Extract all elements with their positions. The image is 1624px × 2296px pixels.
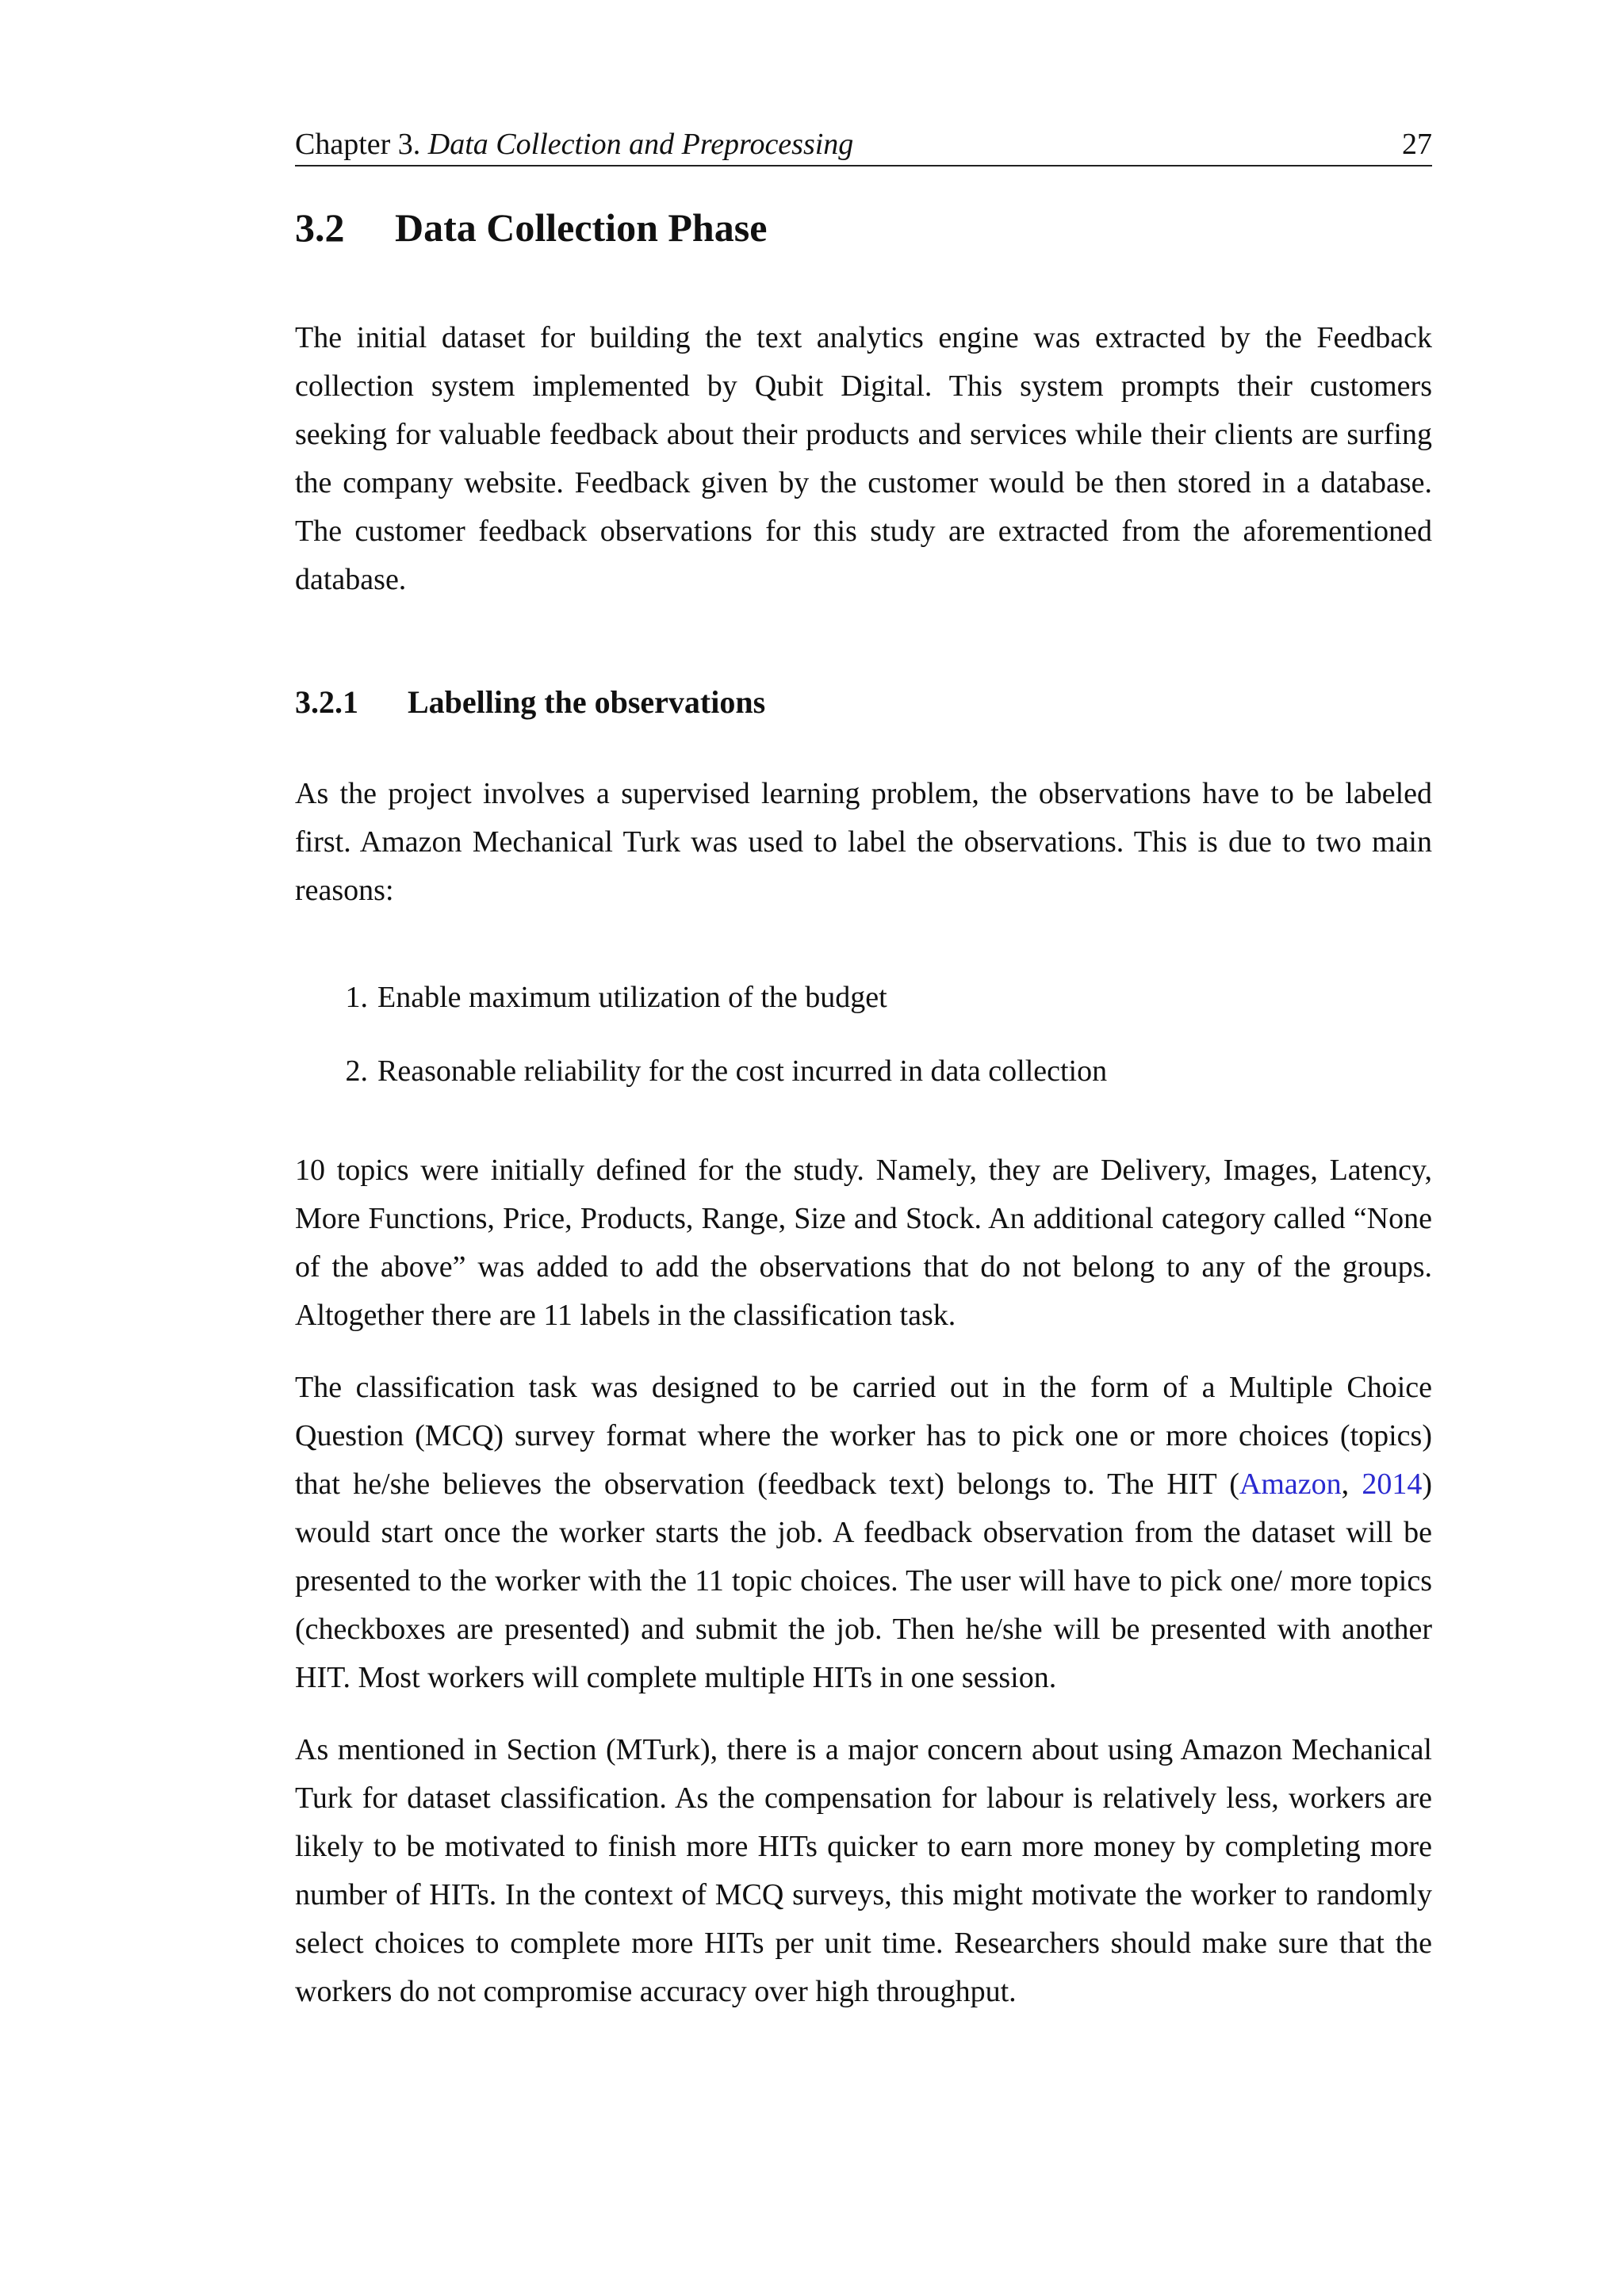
section-title: Data Collection Phase: [395, 205, 768, 250]
reasons-list: [295, 974, 1432, 1096]
subsection-number: 3.2.1: [295, 684, 358, 720]
list-item: [295, 1047, 1432, 1096]
chapter-prefix: Chapter 3.: [295, 128, 421, 161]
task-text-before: The classification task was designed to be carried out in the form of a Multiple Choice Question (MCQ) survey format where the worker has to pick one or more choices (topics) that he/she believes the observation (feedback text) belongs to. The HIT (: [295, 1371, 1432, 1501]
mturk-paragraph: As mentioned in Section (MTurk), there is a major concern about using Amazon Mechanical Turk for dataset classification. As the compensation for labour is relatively less, workers are likely to be motivated to finish more HITs quicker to earn more money by completing more number of HITs. In the context of MCQ surveys, this might motivate the worker to randomly select choices to complete more HITs per unit time. Researchers should make sure that the workers do not compromise accuracy over high throughput.: [295, 1733, 1432, 2008]
section-heading: [295, 205, 1432, 251]
running-header: [295, 127, 1432, 166]
citation-author-link[interactable]: Amazon: [1239, 1468, 1342, 1501]
subsection-intro: As the project involves a supervised learning problem, the observations have to be labeled first. Amazon Mechanical Turk was used to label the observations. This is due to two main reasons:: [295, 777, 1432, 907]
chapter-label: [295, 127, 853, 162]
list-item-text: Enable maximum utilization of the budget: [377, 981, 887, 1014]
page-number: 27: [1402, 128, 1432, 161]
task-text-after: ) would start once the worker starts the job. A feedback observation from the dataset will be presented to the worker with the 11 topic choices. The user will have to pick one/ more topics (checkboxes are presented) and submit the job. Then he/she will be presented with another HIT. Most workers will complete multiple HITs in one session.: [295, 1468, 1433, 1694]
document-page: [295, 127, 1432, 2016]
list-item-number: 2.: [345, 1054, 368, 1088]
subsection-title: Labelling the observations: [408, 684, 766, 720]
citation-year-link[interactable]: 2014: [1362, 1468, 1423, 1501]
section-paragraph: The initial dataset for building the text analytics engine was extracted by the Feedback collection system implemented by Qubit Digital. This system prompts their customers seeking for valuable feedback about their products and services while their clients are surfing the company website. Feedback given by the customer would be then stored in a database. The customer feedback observations for this study are extracted from the aforementioned database.: [295, 321, 1432, 596]
list-item-text: Reasonable reliability for the cost incurred in data collection: [377, 1054, 1108, 1088]
chapter-title: Data Collection and Preprocessing: [427, 128, 854, 161]
section-number: 3.2: [295, 205, 345, 250]
topics-paragraph: 10 topics were initially defined for the study. Namely, they are Delivery, Images, Latency, More Functions, Price, Products, Range, Size and Stock. An additional category called “None of the above” was added to add the observations that do not belong to any of the groups. Altogether there are 11 labels in the classification task.: [295, 1154, 1432, 1332]
subsection-heading: [295, 683, 1432, 721]
citation-separator: ,: [1341, 1468, 1362, 1501]
task-paragraph: [295, 1364, 1432, 1702]
list-item: [295, 974, 1432, 1022]
list-item-number: 1.: [345, 981, 368, 1014]
